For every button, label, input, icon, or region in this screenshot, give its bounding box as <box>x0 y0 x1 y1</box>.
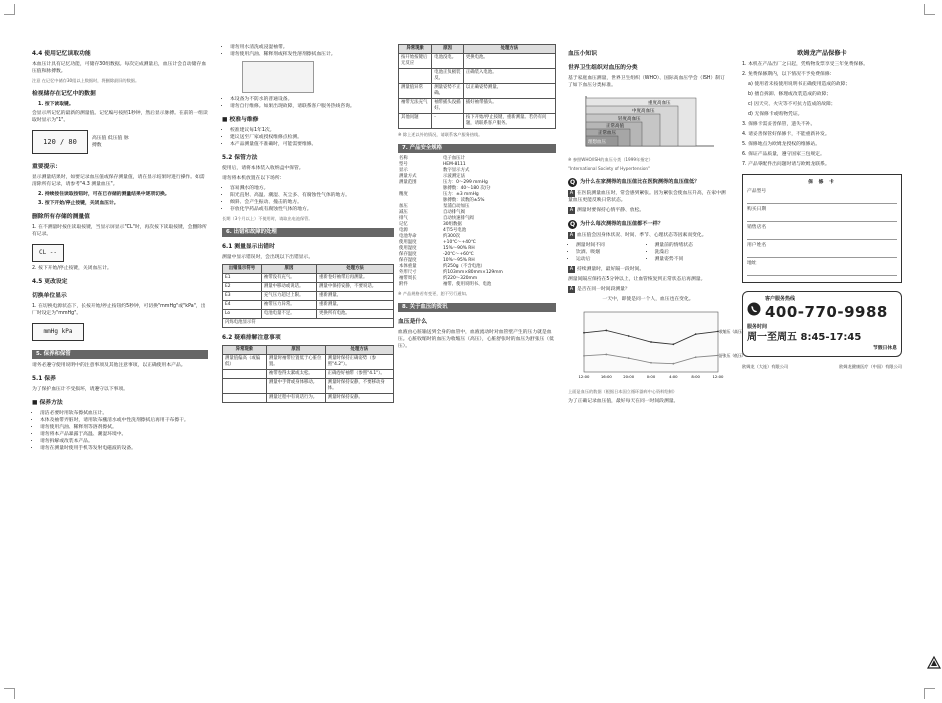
answer-icon: A <box>569 286 574 292</box>
note: ※ 产品规格若有变更，恕不另行通知。 <box>398 291 470 296</box>
paragraph: 基于家庭血压测量，世界卫生组织（WHO）、国际高血压学会（ISH）制订了如下血压分类标准。 <box>568 76 725 88</box>
spec-label: 外形尺寸 <box>399 270 417 275</box>
spec-value: 脉搏数：40～180 次/分 <box>443 186 491 191</box>
warranty-item: a) 使用者未按使用说明书正确使用造成的故障； <box>748 82 851 87</box>
company-name: 欧姆龙（大连）有限公司 <box>742 364 789 369</box>
table-cell <box>223 379 267 394</box>
store-list <box>222 185 394 213</box>
x-tick-label: 20:00 <box>623 374 635 379</box>
paragraph: 会显示所记忆的最新的测量值。记忆编号按照1秒钟，然后显示脉搏。在前的一组读取时显示为"1"。 <box>32 111 208 123</box>
section-heading: 血压小知识 <box>568 51 597 57</box>
fault-table-continued <box>398 44 556 129</box>
table-cell: 测量姿势不正确。 <box>432 84 464 99</box>
screen-legend: 高压值 低压值 脉搏数 <box>92 136 129 148</box>
display-illustration <box>32 127 208 157</box>
list-item: • 本设备为不防水的普通设备。 <box>230 96 394 103</box>
x-tick-label: 16:00 <box>600 374 612 379</box>
section-heading: 4.4 使用记忆读取功能 <box>32 51 91 57</box>
table-cell: E2 <box>223 283 262 292</box>
column-2 <box>222 44 394 684</box>
answer-text: 血压值会因身体状况、时间、季节、心理状态等因素而变化。 <box>577 233 707 238</box>
field-line <box>747 233 897 240</box>
section-bar: 5. 保养和保管 <box>32 350 208 359</box>
list-item: • 洗澡后 <box>655 249 729 256</box>
table-cell <box>223 394 267 403</box>
spec-label: 测量范围 <box>399 180 417 185</box>
step: 2. 持续按住读取按钮时，可在已存储的测量结果中逐项切换。 <box>38 192 170 197</box>
list-item: • 请勿拆解或改装本产品。 <box>40 438 208 445</box>
warranty-card <box>742 174 902 283</box>
list-item: • 饮酒、吸烟 <box>576 249 650 256</box>
note: ※ 除上述以外的情况，请联系客户服务热线。 <box>398 132 483 137</box>
table-cell <box>223 370 267 379</box>
list-item: • 测量前的情绪状态 <box>655 242 729 249</box>
table-cell: Lo <box>223 310 262 319</box>
data-point <box>583 355 585 357</box>
table-header: 出错显示符号 <box>223 265 262 274</box>
data-point <box>672 363 674 365</box>
legend-label: 舒张压（低压） <box>719 352 746 358</box>
warranty-item: c) 因天灾、火灾等不可抗力造成的故障； <box>748 102 836 107</box>
x-tick-label: 0:00 <box>646 374 656 379</box>
warranty-item: b) 擅自拆卸、修理或改装造成的故障； <box>748 92 832 97</box>
who-classification-chart <box>568 92 718 154</box>
data-point <box>650 362 652 364</box>
warranty-item: 1. 本机在产品出厂之日起，凭购物发票享受三年免费保修。 <box>742 62 869 67</box>
data-point <box>605 330 607 332</box>
answer <box>568 286 728 293</box>
section-bar: 8. 关于血压的资讯 <box>398 303 556 312</box>
table-cell: 测量值偏高（或偏低） <box>223 355 267 370</box>
warranty-item: d) 无保修卡或购物凭证。 <box>748 112 803 117</box>
holiday-note: 节假日休息 <box>873 346 897 351</box>
spec-value: 约300次 <box>443 234 461 239</box>
list-item: • 建议送至厂家或授权维修点检测。 <box>230 134 394 141</box>
warranty-item: 5. 保修地点为欧姆龙授权的维修站。 <box>742 142 821 147</box>
list-item: • 清洁必要时用软布擦拭血压计。 <box>40 410 208 417</box>
field-label: 购买日期 <box>747 207 767 212</box>
note: 注意 在记忆中储存30组以上数据时，将删除最旧的数据。 <box>32 78 140 83</box>
spec-value: 自动快速排气阀 <box>443 216 474 221</box>
table-cell: E3 <box>223 292 262 301</box>
column-5 <box>742 44 902 684</box>
subheading: 血压是什么 <box>398 319 427 325</box>
spec-value: 30组数据 <box>443 222 462 227</box>
list-item: • 倾斜、会产生振动、撞击的地方。 <box>230 199 394 206</box>
table-header: 原因 <box>266 346 325 355</box>
section-heading: 5.1 保养 <box>32 376 56 382</box>
paragraph: 测量间隔应保持在5分钟以上，让血管恢复到正常状态后再测量。 <box>568 277 706 282</box>
table-row <box>223 310 394 319</box>
spec-label: 精度 <box>399 192 408 197</box>
section-heading: 6.1 测量显示出错时 <box>222 244 275 250</box>
field-line <box>747 197 897 204</box>
graph-caption: 上面是血压的数据（根据日本国立循环器病中心资料绘制） <box>568 389 677 394</box>
card-field <box>747 224 897 240</box>
table-row <box>223 370 394 379</box>
spec-label: 本体重量 <box>399 264 417 269</box>
spec-value: 压力：0～299 mmHg <box>443 180 488 185</box>
note: 长期（3个月以上）不使用时，请取出电池保管。 <box>222 216 313 221</box>
step: 3. 按下开始/停止按键，关闭血压计。 <box>38 201 119 206</box>
spec-label: 名称 <box>399 156 408 161</box>
phone-icon <box>747 302 761 316</box>
legend-label: 收缩压（高压） <box>719 328 746 334</box>
table-cell: - <box>432 114 464 129</box>
card-field <box>747 206 897 222</box>
x-tick-label: 12:00 <box>578 374 590 379</box>
table-cell: 测量中手臂或身体移动。 <box>266 379 325 394</box>
list-item: • 请勿用水清洗或浸湿袖带。 <box>230 44 394 51</box>
answer-icon: A <box>569 266 574 272</box>
company-info <box>742 363 902 370</box>
spec-label: 测量方式 <box>399 174 417 179</box>
paragraph: 为了保护血压计不受损坏，请遵守以下事项。 <box>32 387 128 392</box>
table-cell: 正确卷好袖带（参照"4.1"）。 <box>325 370 393 379</box>
question-text: 为什么每次测得的血压值都不一样？ <box>580 221 664 227</box>
table-cell: 袖带卷得太紧或太松。 <box>266 370 325 379</box>
table-cell: 袖带没有充气。 <box>261 274 316 283</box>
list-item: • 阳光直射、高温、潮湿、灰尘多、有腐蚀性气体的地方。 <box>230 192 394 199</box>
warranty-item: 3. 保修卡需妥善保管，遗失不补。 <box>742 122 816 127</box>
field-label: 销售店名 <box>747 225 767 230</box>
service-time: 周一至周五 8:45-17:45 <box>747 332 862 343</box>
field-line <box>747 215 897 222</box>
warranty-item: 6. 保证产品质量，遵守国家三包规定。 <box>742 152 825 157</box>
keep-list <box>222 127 394 148</box>
hotline-label: 客户服务热线 <box>765 296 796 302</box>
crop-mark <box>924 4 935 15</box>
chart-caption: "International Society of Hypertension" <box>568 166 651 171</box>
table-cell: 正确装入电池。 <box>463 69 555 84</box>
band-label: 中度高血压 <box>632 109 655 114</box>
spec-value: 15%～90% RH <box>443 246 475 251</box>
spec-value: 脉搏数：读数的±5% <box>443 198 485 203</box>
field-label: 地址 <box>747 261 757 266</box>
table-row <box>223 319 394 328</box>
spec-label: 保存湿度 <box>399 258 417 263</box>
card-field <box>747 188 897 204</box>
section-bar: 6. 出错和故障的处理 <box>222 228 394 237</box>
field-label: 产品型号 <box>747 189 767 194</box>
lcd-screen: 120 / 80 <box>32 130 88 154</box>
spec-label: 显示 <box>399 168 408 173</box>
paragraph: 本血压计具有记忆功能，可储存30组数据。每次完成测量后，血压计会自动储存血压值和脉搏数。 <box>32 62 206 74</box>
lcd-screen: CL -- <box>32 244 64 262</box>
spec-label: 电源 <box>399 228 408 233</box>
spec-label: 记忆 <box>399 222 408 227</box>
table-row <box>223 292 394 301</box>
question-icon: Q <box>569 179 576 186</box>
band-label: 正常血压 <box>598 131 616 136</box>
data-point <box>650 341 652 343</box>
question-icon: Q <box>569 221 576 228</box>
data-point <box>695 333 697 335</box>
subheading: 切换单位显示 <box>32 293 67 299</box>
band-label: 重度高血压 <box>648 101 671 106</box>
spec-value: -20℃～+60℃ <box>443 252 474 257</box>
crop-mark <box>924 688 935 699</box>
table-cell: 更换所有电池。 <box>317 310 394 319</box>
data-point <box>605 354 607 356</box>
list-item: • 测量时间不同 <box>576 242 650 249</box>
table-cell: E1 <box>223 274 262 283</box>
hotline-number: 400-770-9988 <box>765 303 888 321</box>
spec-value: 袖带、使用说明书、电池 <box>443 282 492 287</box>
subheading: ■ 保养方法 <box>32 400 63 406</box>
answer-text: 是否在同一时间段测量？ <box>577 287 630 292</box>
list-item: • 存放化学药品或有腐蚀性气体的地方。 <box>230 206 394 213</box>
data-point <box>695 356 697 358</box>
table-cell <box>399 69 432 84</box>
paragraph: 2. 按下开始/停止按键，关闭血压计。 <box>32 266 112 271</box>
table-cell: 测量时保持安静。 <box>325 394 393 403</box>
lcd-screen: mmHg kPa <box>32 323 84 341</box>
question-row <box>568 178 728 187</box>
x-tick-label: 4:00 <box>669 374 678 379</box>
crop-mark <box>4 688 15 699</box>
spec-label: 型号 <box>399 162 408 167</box>
column-4 <box>568 44 746 684</box>
answer <box>568 232 728 239</box>
table-header: 原因 <box>432 45 464 54</box>
spec-value: 自动排气阀 <box>443 210 465 215</box>
field-line <box>747 269 897 276</box>
list-item: • 请勿将本产品暴露于高温、潮湿环境中。 <box>40 431 208 438</box>
table-row <box>223 301 394 310</box>
step: 1. 按下读取键。 <box>38 102 74 107</box>
page-title: 欧姆龙产品保修卡 <box>797 50 847 57</box>
fault-table <box>222 345 394 403</box>
card-field <box>747 242 897 258</box>
spec-value: 约250g（不含电池） <box>443 264 485 269</box>
spec-label: 保存温度 <box>399 252 417 257</box>
table-cell: 电池正负极装反。 <box>432 69 464 84</box>
table-cell: 重新测量。 <box>317 301 394 310</box>
paragraph: 请勿将本机放置在以下场所： <box>222 176 285 181</box>
subheading: 世界卫生组织对血压的分类 <box>568 65 638 71</box>
question-row <box>568 220 728 229</box>
spec-label: 袖带周长 <box>399 276 417 281</box>
column-1 <box>32 44 208 684</box>
table-cell: 充气压力超过上限。 <box>261 292 316 301</box>
warranty-item: 2. 免费保修期内，以下情况不予免费保修： <box>742 72 835 77</box>
table-cell: 测量中移动或说话。 <box>261 283 316 292</box>
spec-label: 使用湿度 <box>399 246 417 251</box>
list-item: • 校准建议每1年1次。 <box>230 127 394 134</box>
table-row <box>223 379 394 394</box>
table-cell: 以正确姿势测量。 <box>463 84 555 99</box>
service-label: 服务时间 <box>747 324 768 330</box>
answer <box>568 190 728 204</box>
daily-bp-graph <box>568 306 746 386</box>
field-line <box>747 251 897 258</box>
caution-list <box>222 96 394 110</box>
table-header: 异常现象 <box>223 346 267 355</box>
table-row <box>223 283 394 292</box>
spec-value: 数字显示方式 <box>443 168 470 173</box>
data-point <box>628 357 630 359</box>
recycle-icon <box>926 656 942 670</box>
card-title: 保 修 卡 <box>808 180 836 185</box>
table-cell: 按下开始/停止按键，重新测量。若仍有问题，请联系客户服务。 <box>463 114 555 129</box>
warranty-item: 4. 请妥善保管好保修卡，不能重新补发。 <box>742 132 830 137</box>
spec-label: 排气 <box>399 216 408 221</box>
spec-value: HEM-8111 <box>443 162 466 167</box>
list-item: • 测量姿势不同 <box>655 256 729 263</box>
paragraph: 显示测量结果时，如要记录血压值或保存测量值，请在显示结果时进行操作。如需清除所有记录，请参考"4.3 测量血压"。 <box>32 175 205 187</box>
table-cell: 其他问题 <box>399 114 432 129</box>
table-cell: 测量值异常 <box>399 84 432 99</box>
table-cell: 按开始按键后无反应 <box>399 54 432 69</box>
paragraph: 1. 在不测量时按住读取按键，当显示屏显示"CL"时，再次按下读取按键，会删除所有记录。 <box>32 225 207 237</box>
paragraph: 测量中显示错误时，会出现以下出错显示。 <box>222 255 314 260</box>
subheading: 删除所有存储的测量值 <box>32 214 90 220</box>
paragraph: 请务必遵守使用说明中的注意事项及其他注意事项，以正确使用本产品。 <box>32 363 186 368</box>
spec-value: 泵浦自动加压 <box>443 204 470 209</box>
subheading: 重要提示： <box>32 164 61 170</box>
table-cell: 测量过程中有说话行为。 <box>266 394 325 403</box>
cleaning-illustration <box>242 61 314 93</box>
list-item: • 请勿使用汽油、稀释剂或挥发性溶剂擦拭血压计。 <box>230 51 394 58</box>
data-point <box>583 332 585 334</box>
column-3 <box>398 44 556 684</box>
answer-text: 在医院测量血压时，常会感到紧张。因为紧张会使血压升高，在家中测量血压更能反映日常状态。 <box>568 191 726 203</box>
list-item: • 容易溅水的地方。 <box>230 185 394 192</box>
table-cell: 电池没电。 <box>432 54 464 69</box>
table-cell: 袖带无法充气 <box>399 99 432 114</box>
table-row <box>399 99 556 114</box>
table-cell: 重新卷好袖带后再测量。 <box>317 274 394 283</box>
question-text: 为什么在家测得的血压值比在医院测得的血压值低？ <box>580 179 700 185</box>
factor-list <box>568 242 728 263</box>
answer-icon: A <box>569 190 574 196</box>
table-cell: 重新测量。 <box>317 292 394 301</box>
paragraph: 使用后，请将本体装入收纳盒中保管。 <box>222 166 304 171</box>
table-header: 处理方法 <box>317 265 394 274</box>
answer-icon: A <box>569 232 574 238</box>
table-cell: 测量时保持安静，不要移动身体。 <box>325 379 393 394</box>
table-cell: 测量时袖带位置低于心脏位置。 <box>266 355 325 370</box>
paragraph: 1. 在切换电源状态下，长按开始/停止按钮约5秒钟，可切换"mmHg"或"kPa"，出厂时设定为"mmHg"。 <box>32 304 206 316</box>
table-row <box>399 114 556 129</box>
table-cell: 插好袖带插头。 <box>463 99 555 114</box>
list-item: • 本体及袖带弄脏时，请用软布蘸清水或中性洗剂擦拭后再用干布擦干。 <box>40 417 208 424</box>
spec-label: 加压 <box>399 204 408 209</box>
answer-text: 持续测量时，最好隔一段时间。 <box>577 267 645 272</box>
list-item: • 本产品测量值不准确时，可能需要维修。 <box>230 141 394 148</box>
card-field <box>747 260 897 276</box>
spec-value: 压力：±3 mmHg <box>443 192 479 197</box>
x-tick-label: 8:00 <box>691 374 700 379</box>
crop-mark <box>4 4 15 15</box>
list-item: • 请勿自行维修。如果出现故障，请联系客户服务热线咨询。 <box>230 103 394 110</box>
subheading: 检视储存在记忆中的数据 <box>32 91 96 97</box>
care-list <box>32 410 208 452</box>
section-heading: 6.2 疑难排解注意事项 <box>222 335 281 341</box>
list-item: • 请勿在测量时使用手机等发射电磁波的设备。 <box>40 445 208 452</box>
graph-title: 一天中，即使是同一个人，血压也在变化。 <box>602 297 694 302</box>
section-bar: 7. 产品安全规格 <box>398 144 556 153</box>
band-label: 轻度高血压 <box>618 117 641 122</box>
table-row <box>399 54 556 69</box>
table-row <box>399 69 556 84</box>
hotline-box <box>742 291 902 357</box>
paragraph: 血液由心脏输送到全身的血管中，血液流动时对血管壁产生的压力就是血压。心脏收缩时的血压为收缩压（高压），心脏舒张时的血压为舒张压（低压）。 <box>398 330 554 349</box>
table-cell: 更换电池。 <box>463 54 555 69</box>
spec-value: +10℃～+40℃ <box>443 240 476 245</box>
section-heading: 5.2 保管方法 <box>222 155 258 161</box>
data-point <box>672 343 674 345</box>
list-item: • 运动后 <box>576 256 650 263</box>
hotline-row <box>747 296 897 321</box>
table-header: 原因 <box>261 265 316 274</box>
chart-caption: ※ 参照WHO/ISH的血压分类（1999年指定） <box>568 157 653 162</box>
warranty-terms <box>742 61 902 168</box>
answer <box>568 207 728 214</box>
spec-label: 使用温度 <box>399 240 417 245</box>
data-point <box>628 335 630 337</box>
paragraph: 为了正确记录血压值，最好每天在同一时间段测量。 <box>568 399 679 404</box>
subheading: ■ 校准与维修 <box>222 117 259 123</box>
company-name: 欧姆龙健康医疗（中国）有限公司 <box>839 364 902 369</box>
error-table <box>222 264 394 328</box>
band-label: 理想血压 <box>588 140 606 145</box>
table-header: 异常现象 <box>399 45 432 54</box>
list-item: • 请勿使用汽油、稀释剂等溶剂擦拭。 <box>40 424 208 431</box>
table-cell: 测量中保持安静，不要说话。 <box>317 283 394 292</box>
table-cell: 测量时保持正确姿势（参照"4.2"）。 <box>325 355 393 370</box>
section-heading: 4.5 更改设定 <box>32 279 68 285</box>
spec-value: 4节5号电池 <box>443 228 467 233</box>
x-tick-label: 12:00 <box>712 374 724 379</box>
spec-label: 减压 <box>399 210 408 215</box>
answer-icon: A <box>569 207 574 213</box>
spec-table <box>398 156 556 288</box>
table-row <box>223 394 394 403</box>
table-cell: E4 <box>223 301 262 310</box>
spec-value: 电子血压计 <box>443 156 465 161</box>
table-row <box>223 355 394 370</box>
table-header: 处理方法 <box>463 45 555 54</box>
answer-text: 测量时要保持心情平静、放松。 <box>577 208 645 213</box>
spec-value: 示波测定法 <box>443 174 465 179</box>
spec-value: 约220～320mm <box>443 276 478 281</box>
band-label: 正常高值 <box>606 124 624 129</box>
warranty-item: 7. 产品零配件出问题时请与欧姆龙联系。 <box>742 162 830 167</box>
table-cell: 袖带插头没插好。 <box>432 99 464 114</box>
table-row <box>223 274 394 283</box>
spec-value: 约103mm×80mm×129mm <box>443 270 503 275</box>
spec-label: 附件 <box>399 282 408 287</box>
spec-row <box>398 282 556 288</box>
table-cell: 袖带压力异常。 <box>261 301 316 310</box>
field-label: 用户姓名 <box>747 243 767 248</box>
spec-label: 电池寿命 <box>399 234 417 239</box>
table-row <box>399 84 556 99</box>
spec-value: 10%～95% RH <box>443 258 475 263</box>
caution-list <box>222 44 394 58</box>
table-cell: 闪烁电池显示符 <box>223 319 394 328</box>
table-header: 处理方法 <box>325 346 393 355</box>
answer <box>568 266 728 273</box>
table-cell: 电池电量不足。 <box>261 310 316 319</box>
